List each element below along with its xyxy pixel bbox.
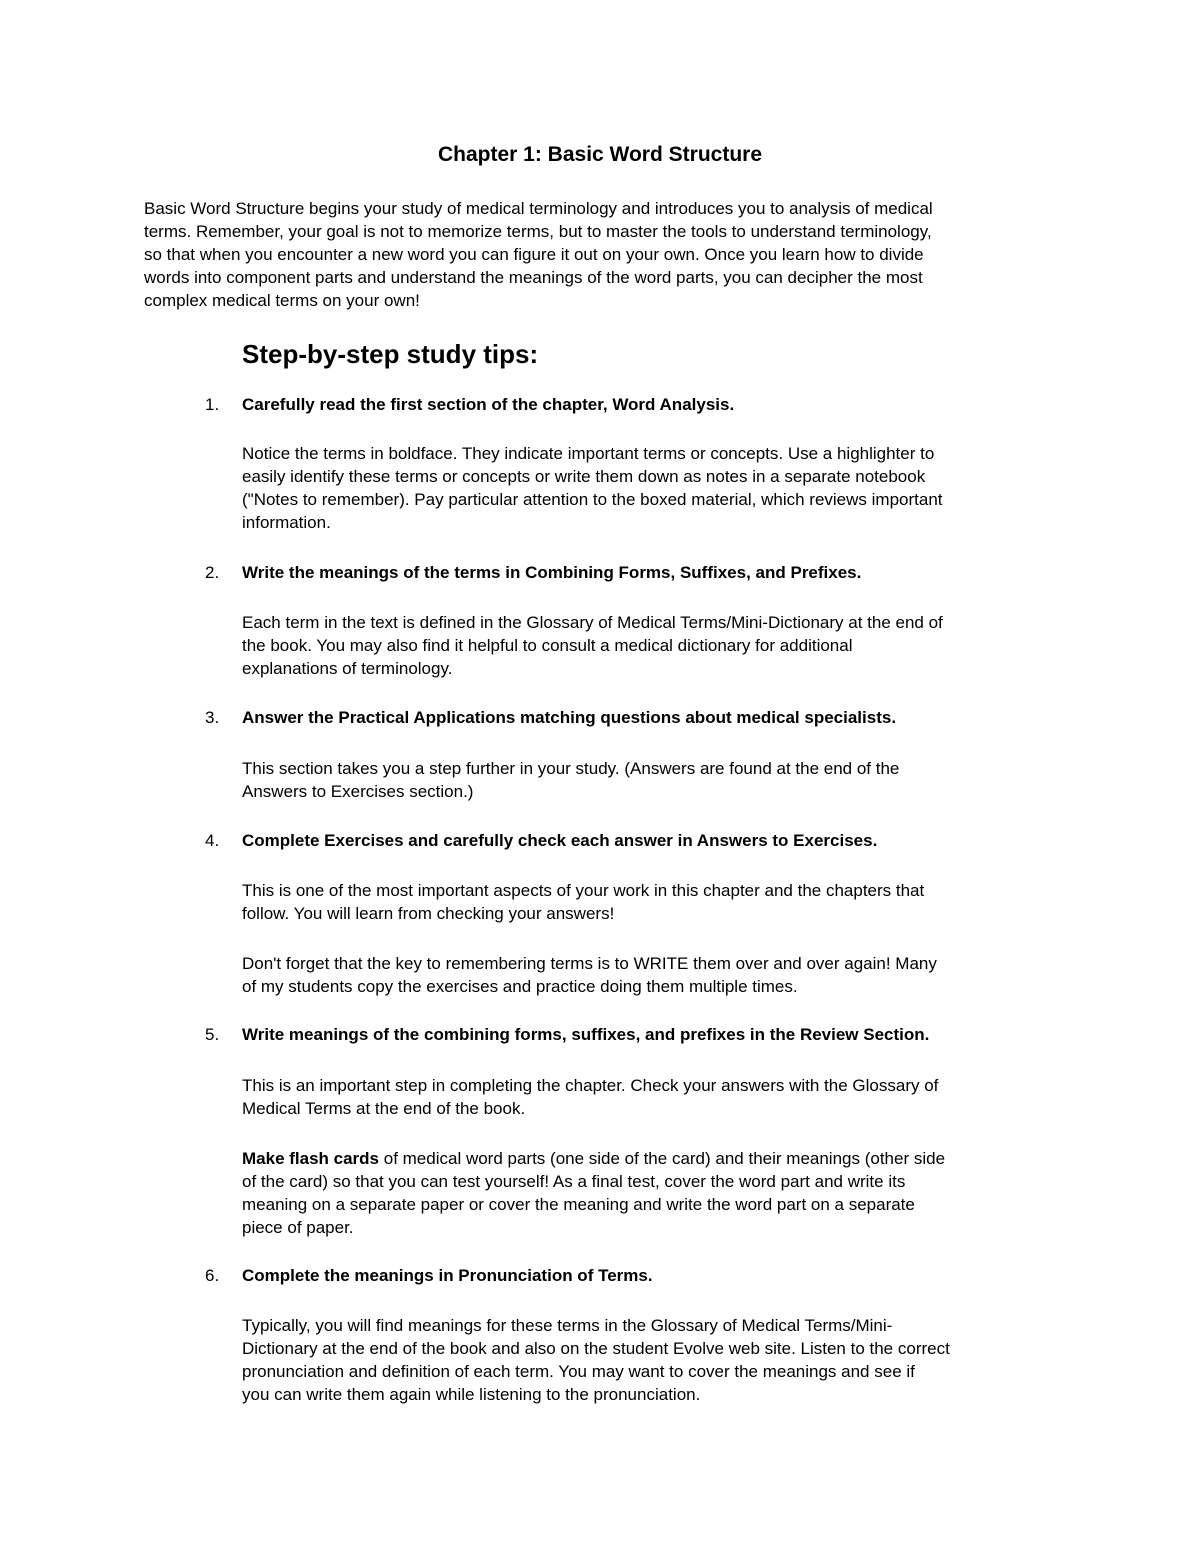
intro-line: Basic Word Structure begins your study of medical terminology and introduces you to analysis of medical (144, 199, 933, 218)
intro-paragraph (144, 197, 1059, 312)
intro-line: terms. Remember, your goal is not to memorize terms, but to master the tools to understand terminology, (144, 222, 932, 241)
tip-title: Write meanings of the combining forms, suffixes, and prefixes in the Review Section. (242, 1025, 930, 1044)
flash-cards-emphasis: Make flash cards (242, 1149, 380, 1168)
tip-number: 5. (205, 1025, 220, 1044)
paragraph-line: This is one of the most important aspects of your work in this chapter and the chapters that (242, 881, 925, 900)
paragraph-line: Typically, you will find meanings for these terms in the Glossary of Medical Terms/Mini- (242, 1316, 893, 1335)
paragraph-line: meaning on a separate paper or cover the meaning and write the word part on a separate (242, 1195, 915, 1214)
paragraph-line: pronunciation and definition of each term. You may want to cover the meanings and see if (242, 1362, 915, 1381)
tip-number: 4. (205, 831, 220, 850)
page-title: Chapter 1: Basic Word Structure (437, 143, 762, 166)
tip-paragraph (242, 757, 1062, 803)
paragraph-line: follow. You will learn from checking your answers! (242, 904, 615, 923)
tips-heading: Step-by-step study tips: (242, 339, 539, 369)
paragraph-line: Dictionary at the end of the book and also on the student Evolve web site. Listen to the correct (242, 1339, 950, 1358)
paragraph-line (242, 1147, 1062, 1170)
paragraph-line: of the card) so that you can test yourself! As a final test, cover the word part and write its (242, 1172, 906, 1191)
tip-paragraph (242, 1074, 1062, 1120)
paragraph-line: you can write them again while listening to the pronunciation. (242, 1385, 701, 1404)
paragraph-text: of medical word parts (one side of the card) and their meanings (other side (379, 1149, 946, 1168)
paragraph-line: piece of paper. (242, 1218, 354, 1237)
tip-title: Complete the meanings in Pronunciation of Terms. (242, 1266, 653, 1285)
paragraph-line: This section takes you a step further in your study. (Answers are found at the end of the (242, 759, 900, 778)
paragraph-line: Answers to Exercises section.) (242, 782, 474, 801)
tip-title: Complete Exercises and carefully check each answer in Answers to Exercises. (242, 831, 878, 850)
paragraph-line: Each term in the text is defined in the Glossary of Medical Terms/Mini-Dictionary at the end of (242, 613, 943, 632)
tip-title: Carefully read the first section of the chapter, Word Analysis. (242, 395, 735, 414)
flash-cards-paragraph (242, 1147, 1062, 1239)
tip-title: Answer the Practical Applications matching questions about medical specialists. (242, 708, 897, 727)
tip-title: Write the meanings of the terms in Combining Forms, Suffixes, and Prefixes. (242, 563, 862, 582)
paragraph-line: ("Notes to remember). Pay particular attention to the boxed material, which reviews important (242, 490, 943, 509)
intro-line: so that when you encounter a new word you can figure it out on your own. Once you learn how to divide (144, 245, 924, 264)
paragraph-line: the book. You may also find it helpful to consult a medical dictionary for additional (242, 636, 853, 655)
tip-number: 6. (205, 1266, 220, 1285)
intro-line: words into component parts and understand the meanings of the word parts, you can decipher the most (144, 268, 923, 287)
paragraph-line: easily identify these terms or concepts or write them down as notes in a separate notebook (242, 467, 926, 486)
tip-paragraph (242, 879, 1062, 925)
tip-number: 2. (205, 563, 220, 582)
intro-line: complex medical terms on your own! (144, 291, 420, 310)
paragraph-line: Don't forget that the key to remembering terms is to WRITE them over and over again! Many (242, 954, 937, 973)
paragraph-line: Notice the terms in boldface. They indicate important terms or concepts. Use a highlighter to (242, 444, 935, 463)
tip-paragraph (242, 1314, 1062, 1406)
tip-number: 1. (205, 395, 220, 414)
tip-number: 3. (205, 708, 220, 727)
paragraph-line: information. (242, 513, 331, 532)
paragraph-line: Medical Terms at the end of the book. (242, 1099, 526, 1118)
paragraph-line: of my students copy the exercises and practice doing them multiple times. (242, 977, 798, 996)
paragraph-line: explanations of terminology. (242, 659, 453, 678)
paragraph-line: This is an important step in completing the chapter. Check your answers with the Glossary of (242, 1076, 939, 1095)
tip-paragraph (242, 442, 1062, 534)
tip-paragraph (242, 952, 1062, 998)
tip-paragraph (242, 611, 1062, 680)
